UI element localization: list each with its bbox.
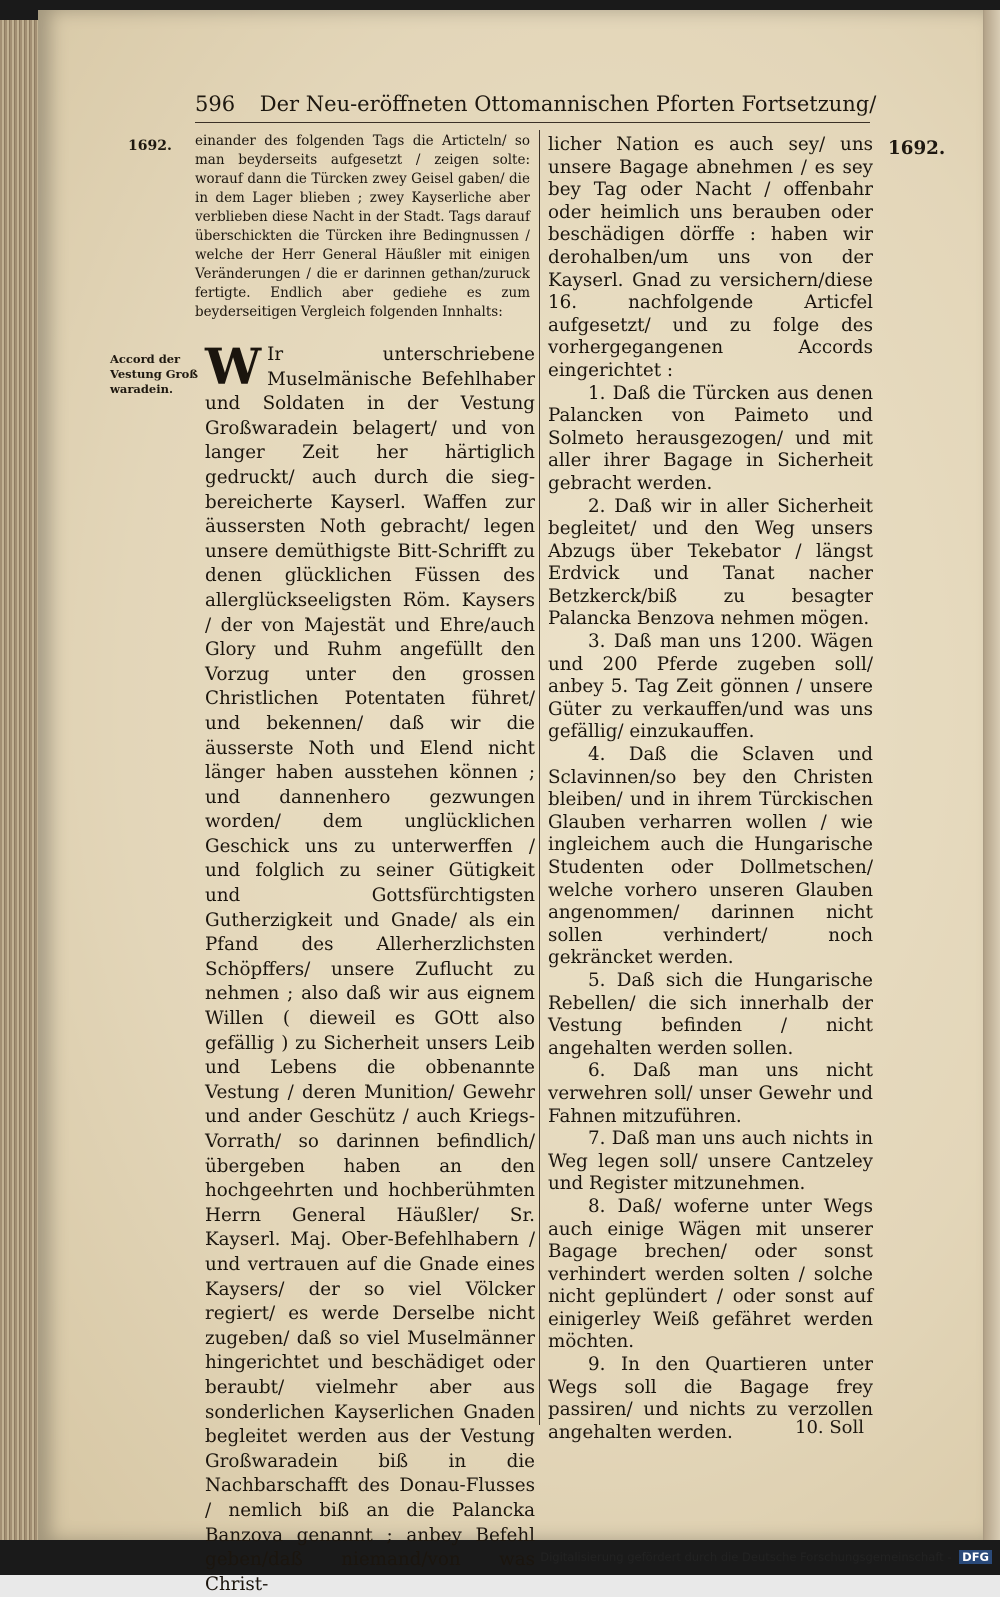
main-paragraph: Ir unterschriebene Muselmänische Befehlhaber und Soldaten in der Vestung Großwaradein belagert/ und von langer Zeit her härtiglich gedruckt/ auch durch die sieg-bereicherte Kayserl. Waffen zur äussersten Noth gebracht/ legen unsere demüthigste Bitt-Schrifft zu denen glücklichen Füssen des allerglückseeligsten Röm. Kaysers / der von Majestät und Ehre/auch Glory und Ruhm angefüllt den Vorzug unter den grossen Christlichen Potentaten führet/ und bekennen/ daß wir die äusserste Noth und Elend nicht länger haben ausstehen können ; und dannenhero gezwungen worden/ dem unglücklichen Geschick uns zu unterwerffen / und folglich zu seiner Gütigkeit und Gottsfürchtigsten Gutherzigkeit und Gnade/ als ein Pfand des Allerherzlichsten Schöpffers/ unsere Zuflucht zu nehmen ; also daß wir aus eignem Willen ( dieweil es GOtt also gefällig ) zu Sicherheit unsers Leib und Lebens die obbenannte Vestung / deren Munition/ Gewehr und ander Geschütz / auch Kriegs-Vorrath/ so darinnen befindlich/ übergeben haben an den hochgeehrten und hochberühmten Herrn General Häußler/ Sr. Kayserl. Maj. Ober-Befehlhabern / und vertrauen auf die Gnade eines Kaysers/ der so viel Völcker regiert/ es werde Derselbe nicht zugeben/ daß so viel Muselmänner hingerichtet und beschädiget oder beraubt/ vielmehr aber aus sonderlichen Kayserlichen Gnaden begleitet werden aus der Vestung Großwaradein biß in die Nachbarschafft des Donau-Flusses / nemlich biß an die Palancka Banzova genannt ; anbey Befehl geben/daß niemand/von was Christ-: [205, 344, 535, 1595]
left-column-intro: [195, 132, 530, 322]
article-7: 7. Daß man uns auch nichts in Weg legen soll/ unsere Cantzeley und Register mitzunehmen.: [548, 1128, 873, 1195]
article-8: 8. Daß/ woferne unter Wegs auch einige Wägen mit unserer Bagage brechen/ oder sonst verhindert werden solten / solche nicht geplündert / oder sonst auf einigerley Weiß gefähret werden möchten.: [548, 1195, 873, 1353]
catchword: 10. Soll: [795, 1417, 865, 1438]
article-9: 9. In den Quartieren unter Wegs soll die Bagage frey passiren/ und nichts zu verzollen angehalten werden.: [548, 1354, 873, 1443]
book-page-edges-left: [0, 20, 40, 1540]
article-5: 5. Daß sich die Hungarische Rebellen/ die sich innerhalb der Vestung befinden / nicht angehalten werden sollen.: [548, 969, 873, 1059]
right-column: [548, 134, 873, 1444]
digitization-footer: [540, 1550, 992, 1564]
right-intro-paragraph: licher Nation es auch sey/ uns unsere Bagage abnehmen / es sey bey Tag oder Nacht / offenbahr oder heimlich uns berauben oder beschädigen dörffe : haben wir derohalben/um uns von der Kayserl. Gnad zu versichern/diese 16. nachfolgende Articfel aufgesetzt/ und zu folge des vorhergegangenen Accords eingerichtet :: [548, 134, 873, 381]
year-left: 1692.: [128, 138, 172, 154]
article-2: 2. Daß wir in aller Sicherheit begleitet/ und den Weg unsers Abzugs über Tekebator / längst Erdvick und Tanat nacher Betzkerck/biß zu besagter Palancka Benzova nehmen mögen.: [548, 495, 873, 630]
page-number: 596: [195, 92, 236, 116]
running-title: Der Neu-eröffneten Ottomannischen Pforten Fortsetzung/: [259, 92, 877, 116]
left-column-main: [205, 337, 535, 1597]
running-header: [195, 92, 877, 116]
intro-paragraph: einander des folgenden Tags die Articteln/ so man beyderseits aufgesetzt / zeigen solte: worauf dann die Türcken zwey Geisel gaben/ die in dem Lager blieben ; zwey Kayserliche aber verblieben diese Nacht in der Stadt. Tags darauf überschickten die Türcken ihre Bedingnussen / welche der Herr General Häußler mit einigen Veränderungen / die er darinnen gethan/zuruck fertigte. Endlich aber gediehe es zum beyderseitigen Vergleich folgenden Innhalts:: [195, 133, 530, 320]
year-right: 1692.: [888, 138, 946, 159]
header-rule: [195, 122, 870, 123]
drop-cap: W: [205, 337, 262, 396]
article-3: 3. Daß man uns 1200. Wägen und 200 Pferde zugeben soll/ anbey 5. Tag Zeit gönnen / unsere Güter zu verkauffen/und was uns gefällig/ einzukauffen.: [548, 631, 873, 743]
margin-note: Accord der Vestung Groß waradein.: [110, 352, 199, 396]
dfg-logo: DFG: [959, 1550, 992, 1564]
article-6: 6. Daß man uns nicht verwehren soll/ unser Gewehr und Fahnen mitzuführen.: [548, 1060, 873, 1127]
footer-text: Digitalisierung gefördert durch die Deutsche Forschungsgemeinschaft -: [540, 1550, 952, 1564]
column-rule: [539, 130, 540, 1425]
article-4: 4. Daß die Sclaven und Sclavinnen/so bey den Christen bleiben/ und in ihrem Türckischen Glauben verharren wollen / wie ingleichem auch die Hungarische Studenten oder Dollmetschen/ welche vorhero unseren Glauben angenommen/ darinnen nicht sollen verhindert/ noch gekräncket werden.: [548, 744, 873, 969]
article-1: 1. Daß die Türcken aus denen Palancken von Paimeto und Solmeto herausgezogen/ und mit aller ihrer Bagage in Sicherheit gebracht werden.: [548, 382, 873, 494]
